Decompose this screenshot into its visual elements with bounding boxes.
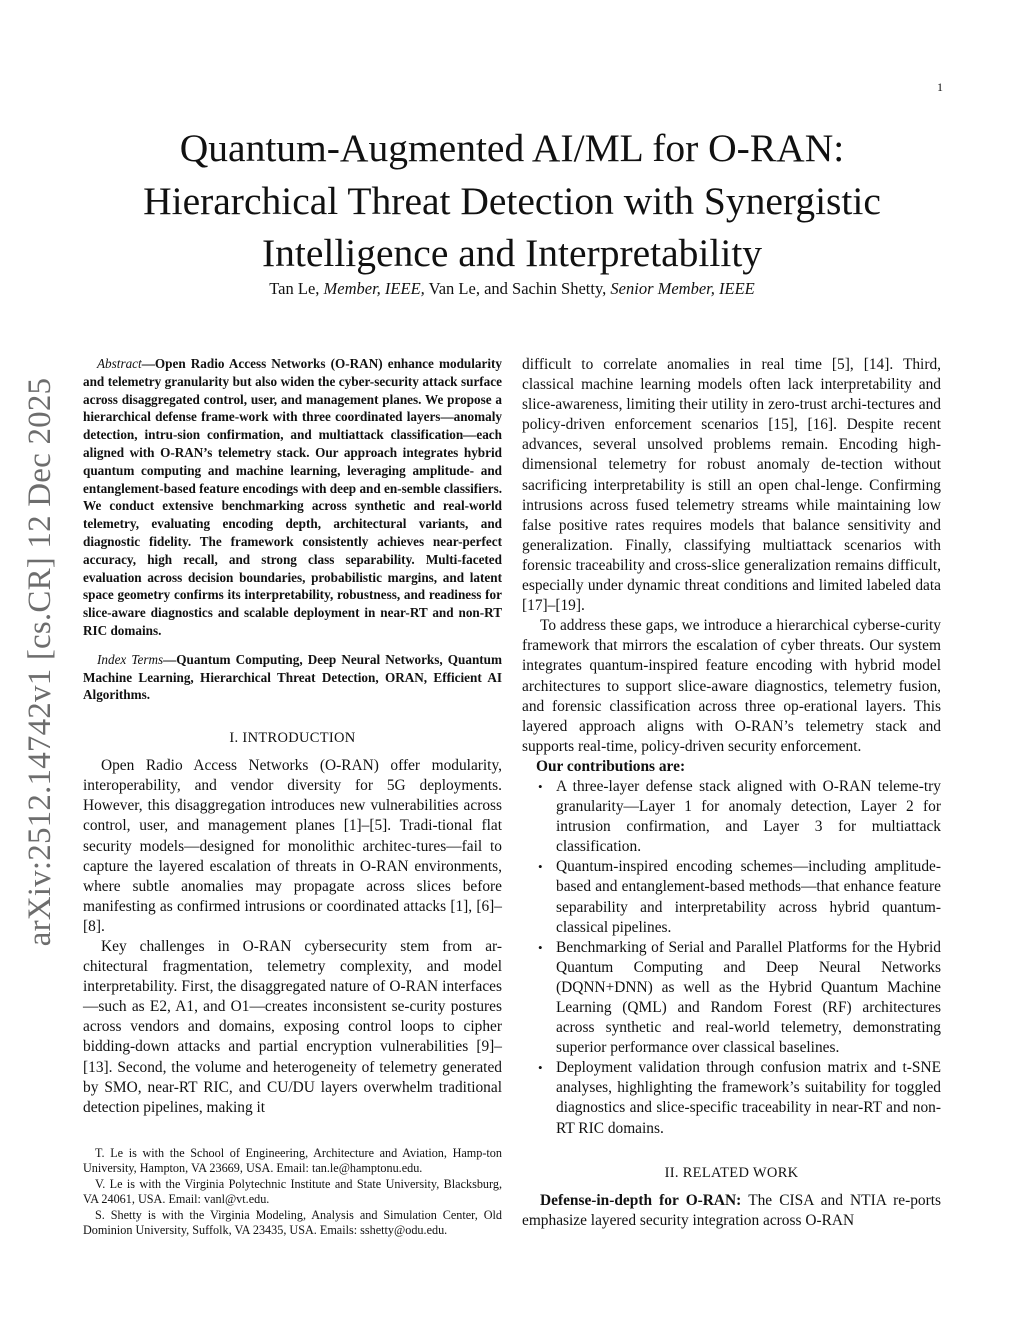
index-terms <box>83 651 502 704</box>
contribution-text: Quantum-inspired encoding schemes—including amplitude-based and entanglement-based methods—that enhance feature separability and interpretability across hybrid quantum-classical pipelines. <box>556 858 941 936</box>
heading-initial: R <box>682 1164 693 1181</box>
title-line: Intelligence and Interpretability <box>261 231 763 275</box>
author-name: Tan Le, <box>269 279 320 298</box>
arxiv-stamp[interactable]: arXiv:2512.14742v1 [cs.CR] 12 Dec 2025 <box>22 377 58 947</box>
title-line: Hierarchical Threat Detection with Synergistic <box>143 178 881 223</box>
abstract-label: Abstract <box>97 356 142 371</box>
heading-rest: ELATED <box>692 1164 750 1181</box>
index-terms-label: Index Terms <box>97 651 164 667</box>
contribution-text: A three-layer defense stack aligned with O-RAN teleme-try granularity—Layer 1 for anomaly detection, Layer 2 for intrusion confirmation, and Layer 3 for multiattack classification. <box>556 777 941 856</box>
section-numeral: I. <box>229 730 239 747</box>
gaps-paragraph: To address these gaps, we introduce a hierarchical cyberse-curity framework that mirrors the escalation of cyber threats. Our system integrates quantum-inspired feature encoding with hybrid model architectures to support slice-aware diagnostics, telemetry fusion, and forensic classification across three op-erational layers. This layered approach aligns with O-RAN’s telemetry stack and supports real-time, policy-driven security enforcement. <box>522 617 941 755</box>
paper-title <box>110 122 914 280</box>
bullet-icon: • <box>538 859 543 875</box>
contributions-list <box>522 777 941 1139</box>
related-work-text: The CISA and NTIA re-ports emphasize layered security integration across O-RAN <box>522 1191 941 1229</box>
bullet-icon: • <box>538 778 543 794</box>
bullet-icon: • <box>538 939 543 955</box>
footnotes <box>83 1146 502 1238</box>
heading-initial: W <box>752 1164 767 1181</box>
abstract <box>83 355 502 640</box>
footnote: T. Le is with the School of Engineering, Architecture and Aviation, Hamp-ton University, Hampton, VA 23669, USA. Email: tan.le@hamptonu.edu. <box>83 1146 502 1176</box>
footnote: V. Le is with the Virginia Polytechnic Institute and State University, Blacksburg, VA 24061, USA. Email: vanl@vt.edu. <box>83 1176 502 1207</box>
contribution-text: Deployment validation through confusion matrix and t-SNE analyses, highlighting the framework’s suitability for toggled diagnostics and slice-specific traceability in near-RT and non-RT RIC domains. <box>556 1059 941 1137</box>
contributions-heading: Our contributions are: <box>536 757 686 775</box>
author-line <box>110 279 914 299</box>
heading-rest: ORK <box>766 1164 799 1181</box>
related-work-paragraph <box>522 1191 941 1231</box>
abstract-text: —Open Radio Access Networks (O-RAN) enhance modularity and telemetry granularity but also widen the cyber-security attack surface across disaggregated control, user, and management planes. We propose a hierarchical defense frame-work with three coordinated layers—anomaly detection, intru-sion confirmation, and multiattack classification—each aligned with O-RAN’s telemetry stack. Our approach integrates hybrid quantum computing and machine learning, leveraging amplitude- and entanglement-based feature encodings with deep and en-semble classifiers. We conduct extensive benchmarking across synthetic and real-world telemetry, evaluating encoding depth, architectural variants, and diagnostic fidelity. The framework consistently achieves near-perfect accuracy, high recall, and strong class separability. Multi-faceted evaluation across decision boundaries, probabilistic margins, and latent space geometry confirms its interpretability, robustness, and readiness for slice-aware diagnostics and scalable deployment in near-RT and non-RT RIC domains. <box>83 356 502 638</box>
list-item <box>522 1058 941 1138</box>
bullet-icon: • <box>538 1060 543 1076</box>
contribution-text: Benchmarking of Serial and Parallel Platforms for the Hybrid Quantum Computing and Deep Neural Networks (DQNN+DNN) as well as the Hybrid Quantum Machine Learning (QML) and Random Forest (RF) architectures across synthetic and real-world telemetry, demonstrating superior performance over classical baselines. <box>556 938 941 1057</box>
heading-rest: NTRODUCTION <box>247 730 356 747</box>
heading-initial: I <box>242 730 248 747</box>
left-column <box>83 355 502 1118</box>
footnote: S. Shetty is with the Virginia Modeling, Analysis and Simulation Center, Old Dominion University, Suffolk, VA 23435, USA. Emails: sshetty@odu.edu. <box>83 1207 502 1238</box>
section-heading-related-work <box>522 1165 941 1182</box>
related-work-lead: Defense-in-depth for O-RAN: <box>540 1191 742 1209</box>
intro-paragraph: Key challenges in O-RAN cybersecurity stem from ar-chitectural fragmentation, telemetry complexity, and model interpretability. First, the disaggregated nature of O-RAN interfaces—such as E2, A1, and O1—creates inconsistent se-curity postures across vendors and domains, exposing control loops to cipher bidding-down attacks and partial encryption vulnerabilities [9]–[13]. Second, the volume and heterogeneity of telemetry generated by SMO, near-RT RIC, and CU/DU layers overwhelm traditional detection pipelines, making it <box>83 937 502 1116</box>
author-name: Van Le, and Sachin Shetty, <box>428 279 607 298</box>
title-line: Quantum-Augmented AI/ML for O-RAN: <box>179 126 845 170</box>
list-item <box>522 857 941 937</box>
section-heading-introduction <box>83 730 502 747</box>
intro-continuation: difficult to correlate anomalies in real time [5], [14]. Third, classical machine learning models often lack interpretability and slice-awareness, limiting their utility in zero-trust archi-tectures and policy-driven enforcement scenarios [15], [16]. Despite recent advances, several unsolved problems remain. Encoding high-dimensional telemetry for robust anomaly de-tection without sacrificing interpretability is still an open chal-lenge. Confirming intrusions across fused telemetry streams while maintaining low false positive rates requires models that balance sensitivity and generalization. Finally, classifying multiattack scenarios with forensic traceability and cross-slice generalization remains difficult, especially under dynamic threat conditions and limited labeled data [17]–[19]. <box>522 356 941 615</box>
list-item <box>522 777 941 857</box>
intro-paragraph: Open Radio Access Networks (O-RAN) offer modularity, interoperability, and vendor diversity for 5G deployments. However, this disaggregation introduces new vulnerabilities across control, user, and management planes [1]–[5]. Tradi-tional flat security models—designed for monolithic architec-tures—fail to capture the layered escalation of threats in O-RAN environments, where subtle anomalies may propagate across slices before manifesting as confirmed intrusions or coordinated attacks [1], [6]–[8]. <box>83 757 502 935</box>
author-affiliation: Senior Member, IEEE <box>610 279 755 298</box>
list-item <box>522 938 941 1059</box>
page-number: 1 <box>937 80 943 94</box>
author-affiliation: Member, IEEE, <box>323 279 425 298</box>
right-column <box>522 355 941 1231</box>
index-terms-text: —Quantum Computing, Deep Neural Networks, Quantum Machine Learning, Hierarchical Threat Detection, ORAN, Efficient AI Algorithms. <box>83 651 502 703</box>
section-numeral: II. <box>664 1164 679 1181</box>
